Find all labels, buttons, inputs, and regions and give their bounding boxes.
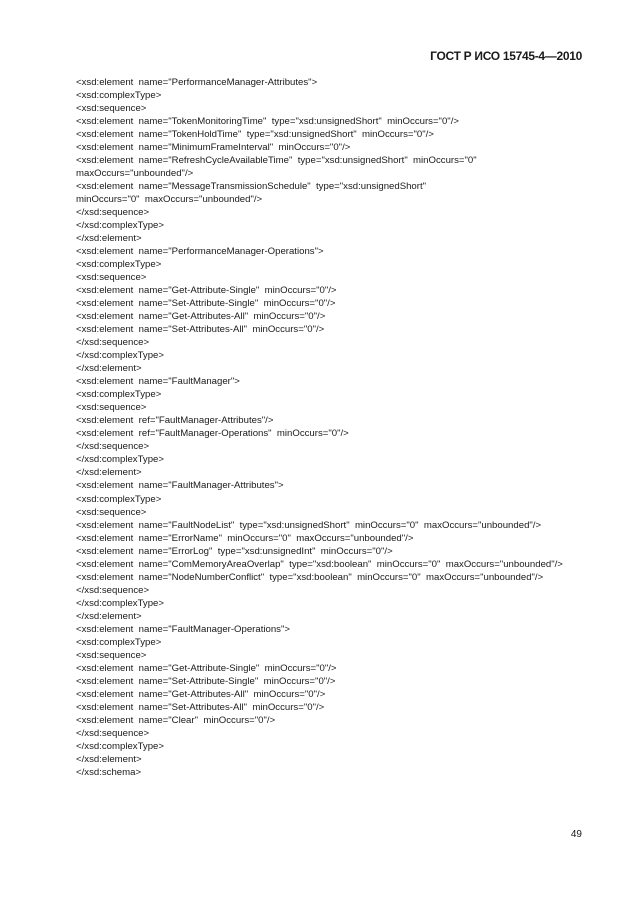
code-line: </xsd:element> xyxy=(76,363,142,375)
code-line: <xsd:element name="ComMemoryAreaOverlap" type="xsd:boolean" minOccurs="0" maxOccurs="unbounded"/> xyxy=(76,558,563,570)
code-line: <xsd:element name="Set-Attributes-All" minOccurs="0"/> xyxy=(76,701,325,713)
code-line: <xsd:element ref="FaultManager-Attributes"/> xyxy=(76,415,274,427)
code-line: <xsd:element name="Get-Attributes-All" minOccurs="0"/> xyxy=(76,311,326,323)
page-number: 49 xyxy=(570,829,582,840)
code-line: <xsd:sequence> xyxy=(76,103,147,115)
code-line: </xsd:element> xyxy=(76,753,142,765)
code-line: </xsd:schema> xyxy=(76,766,142,778)
code-line: <xsd:element name="ErrorLog" type="xsd:unsignedInt" minOccurs="0"/> xyxy=(76,545,393,557)
code-line: <xsd:element name="Set-Attribute-Single" minOccurs="0"/> xyxy=(76,298,336,310)
code-line: <xsd:element name="Get-Attribute-Single" minOccurs="0"/> xyxy=(76,662,337,674)
code-line: <xsd:complexType> xyxy=(76,636,162,648)
code-line: <xsd:element name="TokenMonitoringTime" type="xsd:unsignedShort" minOccurs="0"/> xyxy=(76,116,459,128)
code-line: <xsd:element name="FaultManager-Attributes"> xyxy=(76,480,284,492)
code-line: <xsd:element name="Get-Attribute-Single" minOccurs="0"/> xyxy=(76,285,337,297)
code-line: <xsd:element name="Get-Attributes-All" minOccurs="0"/> xyxy=(76,688,326,700)
code-line: </xsd:complexType> xyxy=(76,740,164,752)
code-line: <xsd:element name="RefreshCycleAvailableTime" type="xsd:unsignedShort" minOccurs="0" xyxy=(76,155,477,167)
code-line: </xsd:complexType> xyxy=(76,454,164,466)
code-line: <xsd:element name="FaultNodeList" type="xsd:unsignedShort" minOccurs="0" maxOccurs="unbounded"/> xyxy=(76,519,542,531)
code-line: <xsd:complexType> xyxy=(76,493,162,505)
code-line: </xsd:complexType> xyxy=(76,597,164,609)
code-line: <xsd:element name="Set-Attributes-All" minOccurs="0"/> xyxy=(76,324,325,336)
code-line: </xsd:sequence> xyxy=(76,441,150,453)
code-line: minOccurs="0" maxOccurs="unbounded"/> xyxy=(76,194,263,206)
code-line: <xsd:element name="TokenHoldTime" type="xsd:unsignedShort" minOccurs="0"/> xyxy=(76,129,434,141)
standard-header: ГОСТ Р ИСО 15745-4—2010 xyxy=(430,49,582,63)
code-line: <xsd:complexType> xyxy=(76,389,162,401)
code-line: </xsd:sequence> xyxy=(76,584,150,596)
code-line: <xsd:sequence> xyxy=(76,649,147,661)
code-line: <xsd:element name="PerformanceManager-Operations"> xyxy=(76,246,324,258)
code-line: <xsd:element name="FaultManager-Operations"> xyxy=(76,623,290,635)
code-line: </xsd:sequence> xyxy=(76,727,150,739)
code-line: </xsd:complexType> xyxy=(76,350,164,362)
code-line: </xsd:element> xyxy=(76,467,142,479)
code-line: </xsd:element> xyxy=(76,233,142,245)
xsd-code-listing xyxy=(76,76,596,779)
code-line: <xsd:element name="ErrorName" minOccurs="0" maxOccurs="unbounded"/> xyxy=(76,532,414,544)
code-line: </xsd:sequence> xyxy=(76,337,150,349)
code-line: </xsd:sequence> xyxy=(76,207,150,219)
code-line: </xsd:element> xyxy=(76,610,142,622)
code-line: maxOccurs="unbounded"/> xyxy=(76,168,194,180)
code-line: <xsd:complexType> xyxy=(76,259,162,271)
code-line: </xsd:complexType> xyxy=(76,220,164,232)
code-line: <xsd:element name="Clear" minOccurs="0"/> xyxy=(76,714,276,726)
code-line: <xsd:sequence> xyxy=(76,402,147,414)
code-line: <xsd:sequence> xyxy=(76,506,147,518)
code-line: <xsd:element ref="FaultManager-Operations" minOccurs="0"/> xyxy=(76,428,349,440)
code-line: <xsd:element name="Set-Attribute-Single" minOccurs="0"/> xyxy=(76,675,336,687)
code-line: <xsd:complexType> xyxy=(76,90,162,102)
code-line: <xsd:element name="MinimumFrameInterval" minOccurs="0"/> xyxy=(76,142,351,154)
code-line: <xsd:element name="FaultManager"> xyxy=(76,376,240,388)
code-line: <xsd:element name="NodeNumberConflict" type="xsd:boolean" minOccurs="0" maxOccurs="unbounded"/> xyxy=(76,571,544,583)
code-line: <xsd:element name="MessageTransmissionSchedule" type="xsd:unsignedShort" xyxy=(76,181,427,193)
code-line: <xsd:sequence> xyxy=(76,272,147,284)
code-line: <xsd:element name="PerformanceManager-Attributes"> xyxy=(76,77,318,88)
